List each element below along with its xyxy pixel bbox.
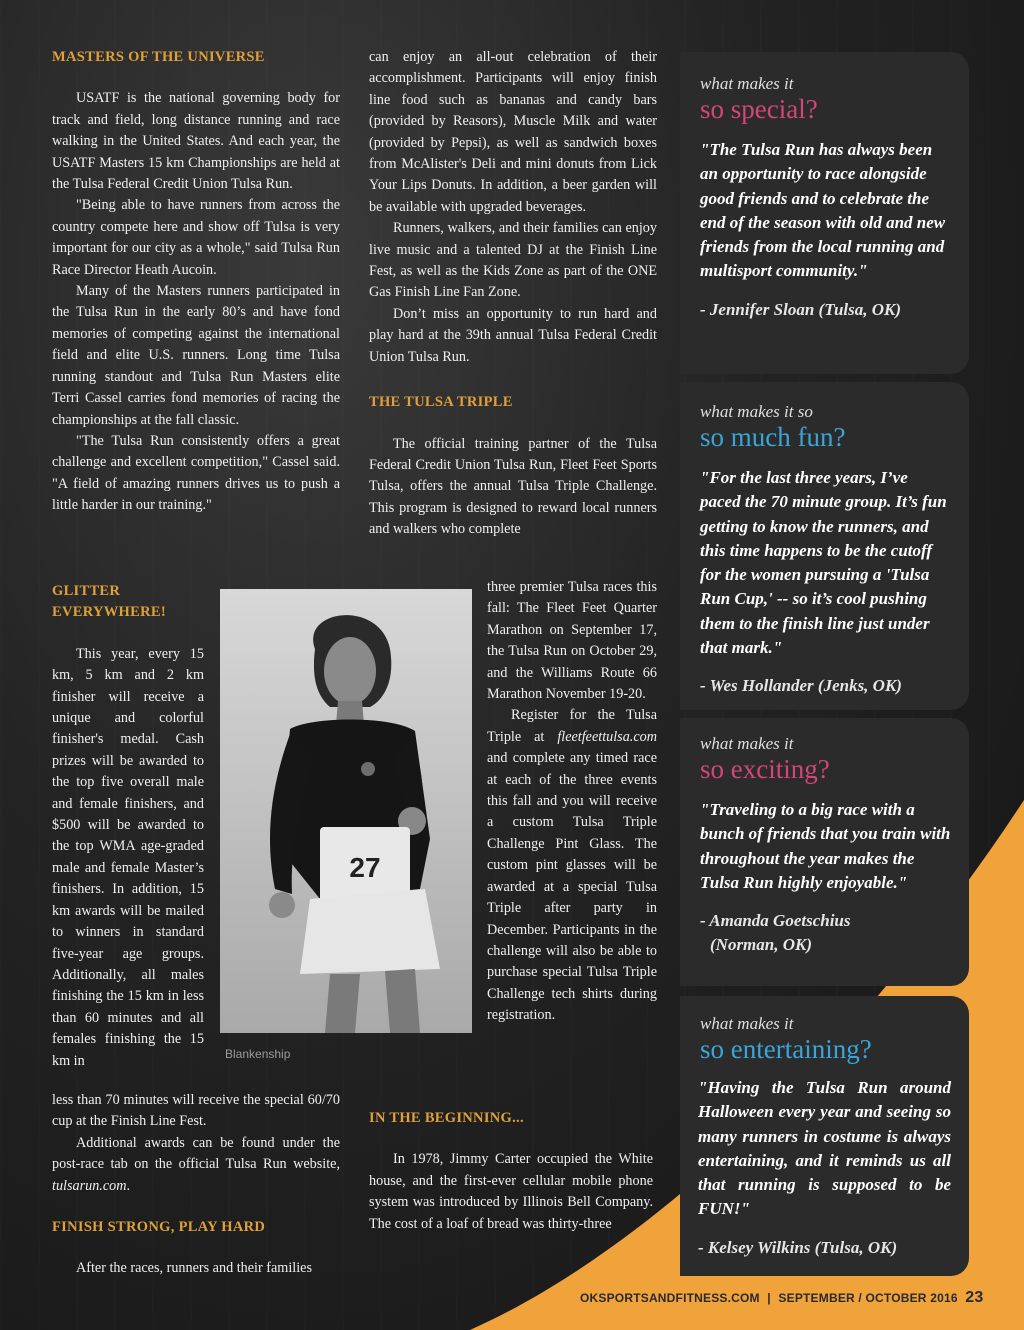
quote-text: "Having the Tulsa Run around Halloween every year and seeing so many runners in costume is always entertaining, and it reminds us all that running is supposed to be FUN!"	[698, 1078, 951, 1219]
page-number: 23	[965, 1289, 984, 1306]
quote-title: so much fun?	[700, 422, 846, 452]
music-paragraph: Runners, walkers, and their families can enjoy live music and a talented DJ at the Finish Line Fest, as well as the Kids Zone as part of the ONE Gas Finish Line Fan Zone.	[369, 220, 657, 301]
finish-paragraph: After the races, runners and their families	[76, 1260, 312, 1277]
photo-caption: Blankenship	[225, 1047, 291, 1061]
runner-illustration	[220, 589, 472, 1033]
glitter-heading-line2: EVERYWHERE!	[52, 604, 166, 621]
quote-title: so special?	[700, 94, 818, 124]
glitter-section-wide	[52, 1090, 340, 1280]
register-text: Register for the Tulsa Triple at	[487, 707, 657, 745]
glitter-heading-line1: GLITTER	[52, 583, 121, 599]
runner-photo	[220, 589, 472, 1033]
quote-attribution: - Wes Hollander (Jenks, OK)	[700, 676, 902, 696]
triple-section-narrow	[487, 577, 657, 1027]
quote-text: "Traveling to a big race with a bunch of friends that you train with throughout the year makes the Tulsa Run highly enjoyable."	[700, 800, 951, 892]
beginning-section	[369, 1108, 657, 1235]
column-one	[52, 47, 340, 517]
footer-issue: SEPTEMBER / OCTOBER 2016	[778, 1291, 958, 1305]
masters-paragraph-2: "Being able to have runners from across the country compete here and show off Tulsa is very important for our city as a whole," said Tulsa Run Race Director Heath Aucoin.	[52, 197, 340, 278]
quote-kicker: what makes it	[700, 734, 794, 753]
register-suffix: and complete any timed race at each of the three events this fall and you will receive a custom Tulsa Triple Challenge Pint Glass. The custom pint glasses will be awarded at a special Tulsa Triple after party in December. Participants in the challenge will also be able to purchase special Tulsa Triple Challenge tech shirts during registration.	[487, 750, 657, 1024]
column-two	[369, 47, 657, 541]
run-hard-paragraph: Don’t miss an opportunity to run hard and play hard at the 39th annual Tulsa Federal Credit Union Tulsa Run.	[369, 305, 657, 365]
quote-kicker: what makes it	[700, 74, 794, 93]
footer-site[interactable]: OKSPORTSANDFITNESS.COM	[580, 1291, 760, 1305]
register-paragraph	[487, 705, 657, 1026]
awards-paragraph	[52, 1133, 340, 1197]
awards-text: Additional awards can be found under the post-race tab on the official Tulsa Run website,	[52, 1134, 340, 1173]
fleetfeet-link[interactable]: fleetfeettulsa.com	[557, 728, 657, 745]
glitter-section	[52, 581, 204, 1072]
quote-box-entertaining	[680, 996, 969, 1276]
masters-heading: MASTERS OF THE UNIVERSE	[52, 49, 265, 65]
finish-heading: FINISH STRONG, PLAY HARD	[52, 1219, 266, 1236]
quote-attribution-location: (Norman, OK)	[710, 935, 813, 955]
quote-attribution: - Kelsey Wilkins (Tulsa, OK)	[698, 1237, 898, 1257]
triple-paragraph-narrow: three premier Tulsa races this fall: The Fleet Feet Quarter Marathon on September 17, the Tulsa Run on October 29, and the Williams Route 66 Marathon November 19-20.	[487, 579, 657, 703]
quote-attribution: - Jennifer Sloan (Tulsa, OK)	[700, 299, 902, 319]
quote-kicker: what makes it	[700, 1014, 794, 1033]
quote-box-fun	[680, 382, 969, 710]
triple-heading: THE TULSA TRIPLE	[369, 394, 513, 411]
beginning-paragraph: In 1978, Jimmy Carter occupied the White house, and the first-ever cellular mobile phone system was introduced by Illinois Bell Company. The cost of a loaf of bread was thirty-three	[369, 1151, 653, 1232]
quote-title: so entertaining?	[700, 1034, 872, 1064]
masters-paragraph-4: "The Tulsa Run consistently offers a great challenge and excellent competition," Cassel said. "A field of amazing runners drives us to push a little harder in our training."	[52, 432, 340, 514]
awards-suffix: .	[126, 1177, 131, 1194]
masters-paragraph-3: Many of the Masters runners participated in the Tulsa Run in the early 80’s and have fond memories of competing against the international field and elite U.S. runners. Long time Tulsa running standout and Tulsa Run Masters elite Terri Cassel carries fond memories of racing the championships at the fall classic.	[52, 283, 340, 428]
footer-separator: |	[767, 1291, 771, 1305]
beginning-heading: IN THE BEGINNING...	[369, 1110, 524, 1126]
celebration-paragraph: can enjoy an all-out celebration of their accomplishment. Participants will enjoy finish line food such as bananas and candy bars (provided by Reasors), Muscle Milk and water (provided by Pepsi), as well as sandwich boxes from McAlister's Deli and mini donuts from Lick Your Lips Donuts. In addition, a beer garden will be available with upgraded beverages.	[369, 49, 657, 215]
glitter-paragraph-narrow: This year, every 15 km, 5 km and 2 km finisher will receive a unique and colorful finisher's medal. Cash prizes will be awarded to the top five overall male and female finishers, and $500 will be awarded to the top WMA age-graded male and female Master’s finishers. In addition, 15 km awards will be mailed to winners in standard five-year age groups. Additionally, all males finishing the 15 km in less than 60 minutes and all females finishing the 15 km in	[52, 645, 204, 1069]
quote-text: "The Tulsa Run has always been an opportunity to race alongside good friends and to celebrate the end of the season with old and new friends from the local running and multisport community."	[700, 140, 946, 281]
quote-text: "For the last three years, I’ve paced the 70 minute group. It’s fun getting to know the runners, and this time happens to be the cutoff for the women pursuing a 'Tulsa Run Cup,' -- so it’s cool pushing them to the finish line just under that mark."	[700, 468, 947, 658]
triple-paragraph-wide: The official training partner of the Tulsa Federal Credit Union Tulsa Run, Fleet Feet Sports Tulsa, offers the annual Tulsa Triple Challenge. This program is designed to reward local runners and walkers who complete	[369, 435, 657, 538]
quote-attribution: - Amanda Goetschius	[700, 911, 851, 931]
bib-number: 27	[349, 852, 381, 883]
page-footer	[580, 1289, 983, 1307]
quote-box-special	[680, 52, 969, 374]
masters-paragraph-1: USATF is the national governing body for track and field, long distance running and race walking in the United States. And each year, the USATF Masters 15 km Championships are held at the Tulsa Federal Credit Union Tulsa Run.	[52, 90, 340, 193]
glitter-paragraph-wide: less than 70 minutes will receive the special 60/70 cup at the Finish Line Fest.	[52, 1092, 340, 1130]
quote-box-exciting	[680, 718, 969, 986]
quote-kicker: what makes it so	[700, 402, 813, 421]
tulsarun-link[interactable]: tulsarun.com	[52, 1177, 127, 1194]
quote-title: so exciting?	[700, 754, 830, 784]
